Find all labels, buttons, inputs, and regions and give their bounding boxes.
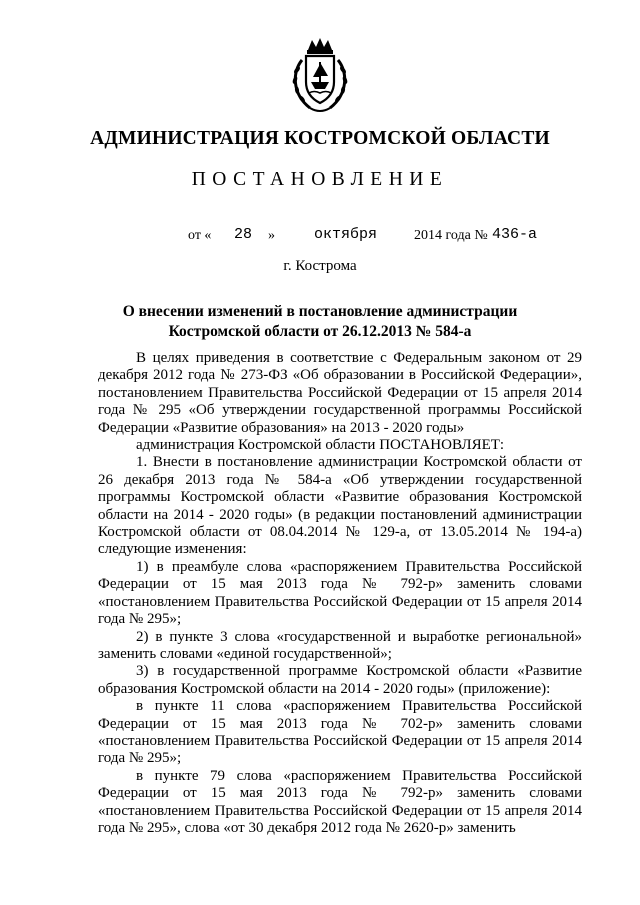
body-paragraph: 1. Внести в постановление администрации Костромской области от 26 декабря 2013 года № 584-а «Об утверждении государственной программы Костромской области «Развитие образования Костромской области на 2014 - 2020 годы» (в редакции постановлений администрации Костромской области от 08.04.2014 № 129-а, от 13.05.2014 № 194-а) следующие изменения: xyxy=(98,454,582,558)
document-subject xyxy=(60,302,580,342)
body-paragraph: 2) в пункте 3 слова «государственной и выработке региональной» заменить словами «единой государственной»; xyxy=(98,628,582,662)
date-day: 28 xyxy=(234,226,253,243)
date-line xyxy=(0,228,640,248)
body-paragraph: В целях приведения в соответствие с Федеральным законом от 29 декабря 2012 года № 273-ФЗ «Об образовании в Российской Федерации», постановлением Правительства Российской Федерации от 15 апреля 2014 года № 295 «Об утверждении государственной программы Российской Федерации «Развитие образования» на 2013 - 2020 годы» xyxy=(98,350,582,436)
date-quote-close: » xyxy=(268,228,275,243)
body-paragraph: в пункте 79 слова «распоряжением Правительства Российской Федерации от 15 мая 2013 года № 792-р» заменить словами «постановлением Правительства Российской Федерации от 15 апреля 2014 года № 295», слова «от 30 декабря 2012 года № 2620-р» заменить xyxy=(98,767,582,836)
date-month: октября xyxy=(314,226,378,243)
coat-of-arms-icon xyxy=(288,36,352,116)
body-paragraph: администрация Костромской области ПОСТАНОВЛЯЕТ: xyxy=(136,437,505,454)
date-prefix: от « xyxy=(188,228,212,243)
city-name: г. Кострома xyxy=(283,258,357,274)
body-paragraph: 1) в преамбуле слова «распоряжением Правительства Российской Федерации от 15 мая 2013 года № 792-р» заменить словами «постановлением Правительства Российской Федерации от 15 апреля 2014 года № 295»; xyxy=(98,558,582,628)
organization-title: АДМИНИСТРАЦИЯ КОСТРОМСКОЙ ОБЛАСТИ xyxy=(90,128,550,149)
body-paragraph: в пункте 11 слова «распоряжением Правительства Российской Федерации от 15 мая 2013 года № 702-р» заменить словами «постановлением Правительства Российской Федерации от 15 апреля 2014 года № 295»; xyxy=(98,698,582,767)
document-type-title: ПОСТАНОВЛЕНИЕ xyxy=(191,169,449,190)
subject-line: Костромской области от 26.12.2013 № 584-а xyxy=(168,323,472,340)
document-body xyxy=(98,350,582,837)
date-year: 2014 года № xyxy=(414,228,488,243)
document-number: 436-а xyxy=(492,226,538,243)
body-paragraph: 3) в государственной программе Костромской области «Развитие образования Костромской области на 2014 - 2020 годы» (приложение): xyxy=(98,663,582,697)
subject-line: О внесении изменений в постановление администрации xyxy=(122,303,518,320)
